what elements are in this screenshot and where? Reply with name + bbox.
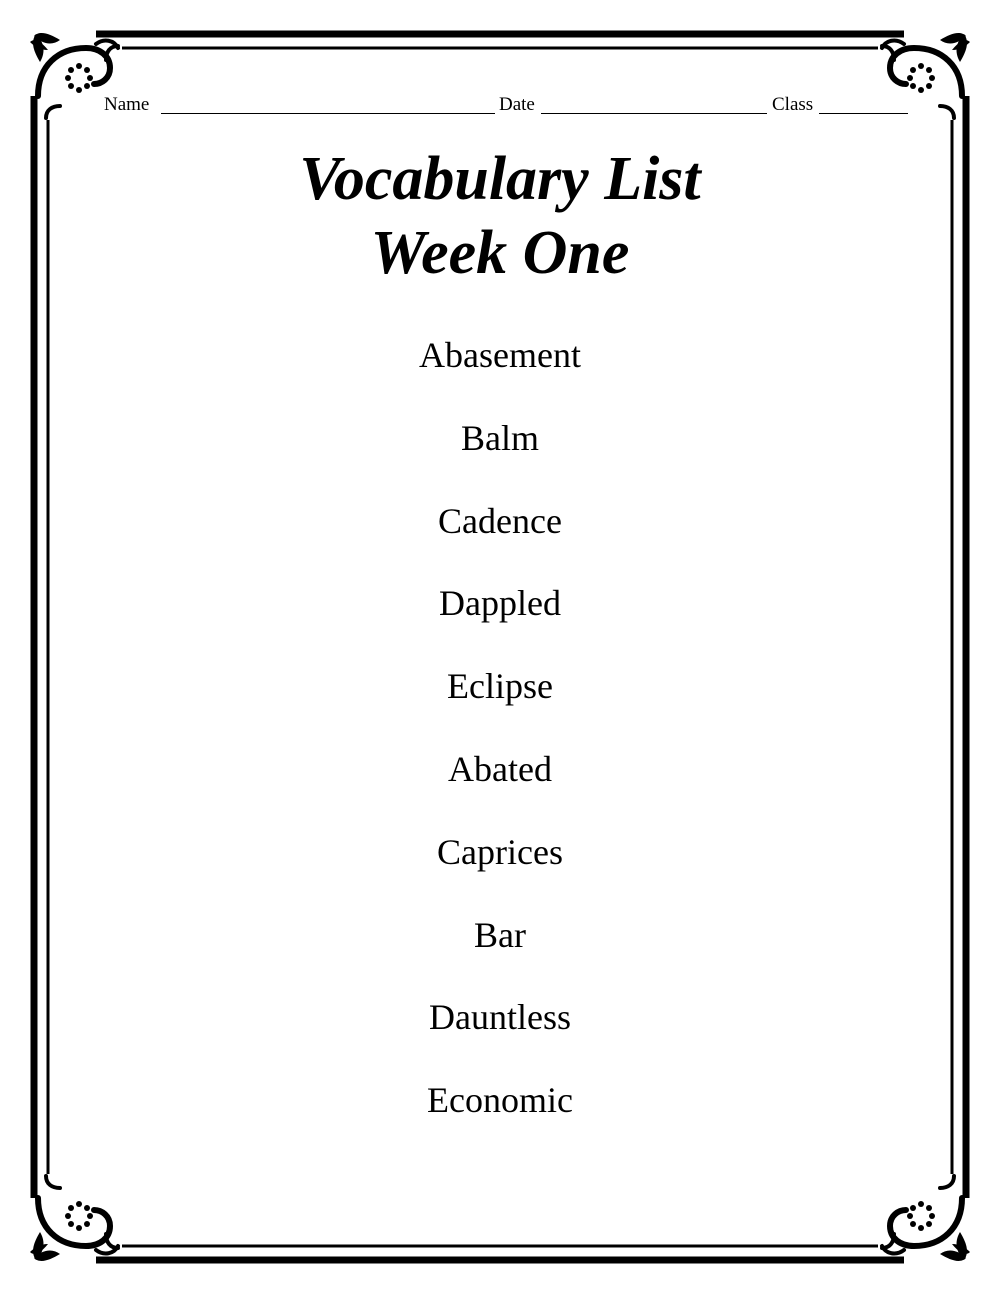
name-label: Name bbox=[104, 94, 150, 115]
vocabulary-word-list bbox=[0, 332, 1000, 1160]
student-info-header bbox=[104, 92, 910, 118]
vocabulary-word: Balm bbox=[461, 417, 539, 458]
date-blank-line[interactable] bbox=[541, 113, 767, 114]
vocabulary-word: Dappled bbox=[439, 583, 561, 624]
page-subtitle: Week One bbox=[370, 219, 630, 287]
vocabulary-word: Economic bbox=[427, 1080, 573, 1121]
vocabulary-word: Abated bbox=[448, 748, 552, 789]
flourish-corner-icon bbox=[30, 1176, 118, 1261]
name-blank-line[interactable] bbox=[161, 113, 495, 114]
class-label: Class bbox=[772, 94, 814, 115]
page-title: Vocabulary List bbox=[299, 145, 701, 213]
vocabulary-word: Caprices bbox=[437, 831, 563, 872]
vocabulary-word: Cadence bbox=[438, 500, 562, 541]
date-label: Date bbox=[499, 94, 535, 115]
class-blank-line[interactable] bbox=[819, 113, 908, 114]
vocabulary-word: Bar bbox=[474, 914, 526, 955]
vocabulary-word: Eclipse bbox=[447, 666, 553, 707]
flourish-corner-icon bbox=[882, 1176, 970, 1261]
vocabulary-word: Dauntless bbox=[429, 997, 571, 1038]
vocabulary-word: Abasement bbox=[419, 335, 581, 375]
